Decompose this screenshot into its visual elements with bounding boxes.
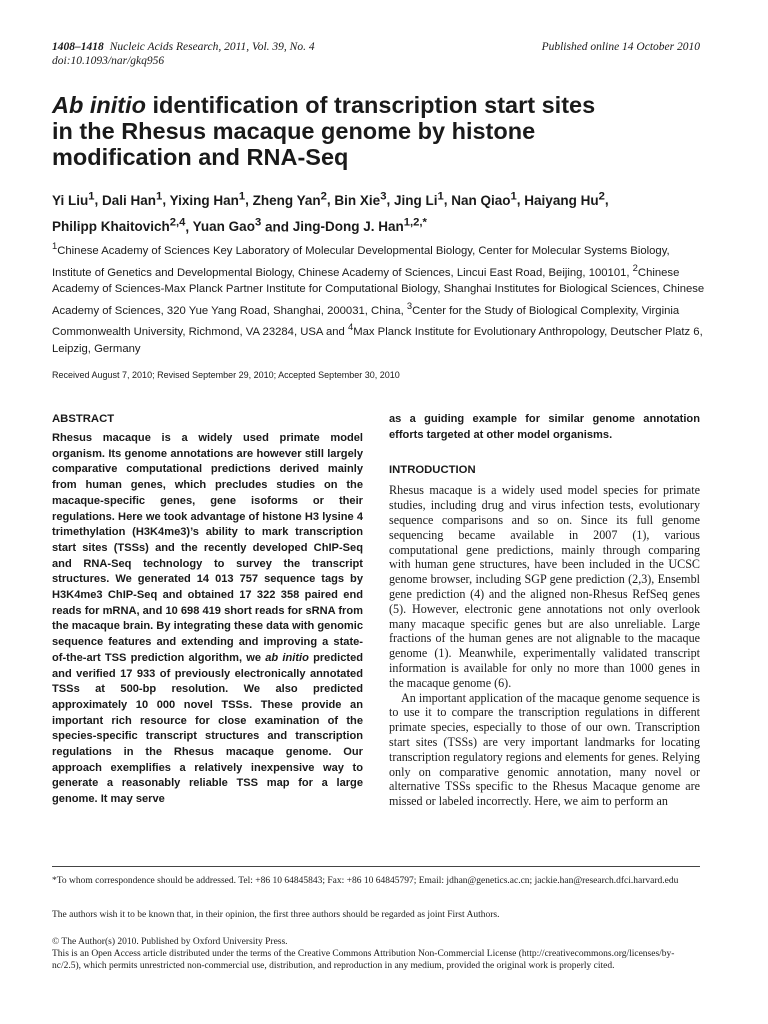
affiliation: Max Planck Institute for Evolutionary Anthropology, Deutscher Platz 6, Leipzig, Germany xyxy=(52,326,703,356)
page-range: 1408–1418 xyxy=(52,41,104,53)
abstract-text: Rhesus macaque is a widely used primate model organism. Its genome annotations are however still largely comparative computational predictions derived mainly from human genes, which precludes studies on the macaque-specific genes, gene isoforms or their regulations. Here we took advantage of histone H3 lysine 4 trimethylation (H3K4me3)’s ability to mark transcription start sites (TSSs) and the recently developed ChIP-Seq and RNA-Seq technology to survey the transcript structures. We generated 14 013 757 sequence tags by H3K4me3 ChIP-Seq and obtained 17 322 358 paired end reads for mRNA, and 10 698 419 short reads for sRNA from the macaque brain. By integrating these data with genomic sequence features and extending and improving a state-of-the-art TSS prediction algorithm, we ab initio predicted and verified 17 933 of previously electronically annotated TSSs at 500-bp resolution. We also predicted approximately 10 000 novel TSSs. These provide an important rich resource for close examination of the species-specific transcript structures and transcription regulations in the Rhesus macaque genome. Our approach exemplifies a relatively inexpensive way to generate a reasonably reliable TSS map for a large genome. It may serve xyxy=(52,432,364,806)
author: Jing Li$^1$ xyxy=(393,190,444,208)
correspondence-footnote: *To whom correspondence should be addressed. Tel: +86 10 64845843; Fax: +86 10 64845797; Email: jdhan@genetics.ac.cn; jackie.han@research.dfci.harvard.edu xyxy=(52,876,679,886)
running-header xyxy=(52,40,700,70)
copyright-line: © The Author(s) 2010. Published by Oxford University Press. xyxy=(52,937,288,947)
published-date: Published online 14 October 2010 xyxy=(541,41,700,53)
author: Zheng Yan$^2$ xyxy=(252,190,327,208)
journal-citation: Nucleic Acids Research, 2011, Vol. 39, No. 4 xyxy=(109,41,315,53)
author: Nan Qiao$^1$ xyxy=(451,190,517,208)
license-footnote xyxy=(52,936,700,972)
footnote-divider xyxy=(52,866,700,867)
title-line-1: identification of transcription start sites xyxy=(145,92,596,118)
author: Dali Han$^1$ xyxy=(102,190,163,208)
right-column xyxy=(389,412,700,809)
author: Haiyang Hu$^2$ xyxy=(524,190,605,208)
affiliations: $^1$Chinese Academy of Sciences Key Laboratory of Molecular Developmental Biology, Center for Molecular Systems Biology, Institute of Genetics and Developmental Biology, Chinese Academy of Sciences, Lincui East Road, Beijing, 100101, $^2$Chinese Academy of Sciences-Max Planck Partner Institute for Computational Biology, Shanghai Institutes for Biological Sciences, Chinese Academy of Sciences, 320 Yue Yang Road, Shanghai, 200031, China, $^3$Center for the Study of Biological Complexity, Virginia Commonwealth University, Richmond, VA 23284, USA and $^4$Max Planck Institute for Evolutionary Anthropology, Deutscher Platz 6, Leipzig, Germany xyxy=(52,240,705,356)
introduction-heading: INTRODUCTION xyxy=(389,464,476,477)
author: Bin Xie$^3$ xyxy=(334,190,387,208)
title-line-2: in the Rhesus macaque genome by histone xyxy=(52,118,536,144)
abstract-heading: ABSTRACT xyxy=(52,413,115,425)
doi: doi:10.1093/nar/gkq956 xyxy=(52,55,165,67)
paper-title xyxy=(52,92,712,170)
received-dates: Received August 7, 2010; Revised September 29, 2010; Accepted September 30, 2010 xyxy=(52,370,400,380)
left-column xyxy=(52,412,363,808)
intro-paragraph-2: An important application of the macaque genome sequence is to use it to compare the transcription regulations in different primate species, especially to those of our own. Transcription start sites (TSSs) are very important landmarks for locating transcription regulatory regions and elements for genes. Relying only on comparative genomic annotation, many novel or alternative TSSs specific to the Rhesus Macaque genome are missed or labeled incorrectly. Here, we aim to perform an xyxy=(389,690,700,809)
license-text: This is an Open Access article distributed under the terms of the Creative Commons Attribution Non-Commercial License (http://creativecommons.org/licenses/by-nc/2.5), which permits unrestricted non-commercial use, distribution, and reproduction in any medium, provided the original work is properly cited. xyxy=(52,949,675,971)
author-list: Yi Liu$^1$, Dali Han$^1$, Yixing Han$^1$, Zheng Yan$^2$, Bin Xie$^3$, Jing Li$^1$, Nan Qiao$^1$, Haiyang Hu$^2$, Philipp Khaitovich$^{2,4}$, Yuan Gao$^3$ and Jing-Dong J. Han$^{1,2,*}$ xyxy=(52,190,609,234)
author: Yuan Gao$^3$ xyxy=(192,216,262,234)
title-line-3: modification and RNA-Seq xyxy=(52,144,349,170)
affiliation: Chinese Academy of Sciences Key Laboratory of Molecular Developmental Biology, Center for Molecular Systems Biology, Institute of Genetics and Developmental Biology, Chinese Academy of Sciences, Lincui East Road, Beijing, 100101, xyxy=(52,244,670,279)
affiliation: Chinese Academy of Sciences-Max Planck Partner Institute for Computational Biology, Shanghai Institutes for Biological Sciences, Chinese Academy of Sciences, 320 Yue Yang Road, Shanghai, 200031, China, xyxy=(52,266,705,317)
author: Jing-Dong J. Han$^{1,2,*}$ xyxy=(292,216,427,234)
author: Yi Liu$^1$ xyxy=(52,190,95,208)
intro-paragraph-1: Rhesus macaque is a widely used model species for primate studies, including drug and virus infection tests, evolutionary sequence comparisons and so on. Since its full genome sequencing became available in 2007 (1), various computational gene predictions, mainly through comparing with human gene structures, have been included in the UCSC genome browser, including SGP gene prediction (2,3), Ensembl gene prediction (4) and the aligned non-Rhesus RefSeq genes (5). However, electronic gene annotations not only overlook many macaque specific genes but are also unreliable. Large fractions of the human genes are not alignable to the macaque genome (1). Meanwhile, experimentally validated transcript information is available for only no more than 1000 genes in the macaque genome (6). xyxy=(389,483,700,690)
abstract-continued: as a guiding example for similar genome annotation efforts targeted at other model organisms. xyxy=(389,413,700,441)
affiliation: Center for the Study of Biological Complexity, Virginia Commonwealth University, Richmond, VA 23284, USA and xyxy=(52,304,680,339)
author: Yixing Han$^1$ xyxy=(169,190,246,208)
author: Philipp Khaitovich$^{2,4}$ xyxy=(52,216,186,234)
joint-authors-footnote: The authors wish it to be known that, in their opinion, the first three authors should be regarded as joint First Authors. xyxy=(52,910,500,920)
header-left xyxy=(52,40,315,68)
title-italic: Ab initio xyxy=(52,92,146,118)
